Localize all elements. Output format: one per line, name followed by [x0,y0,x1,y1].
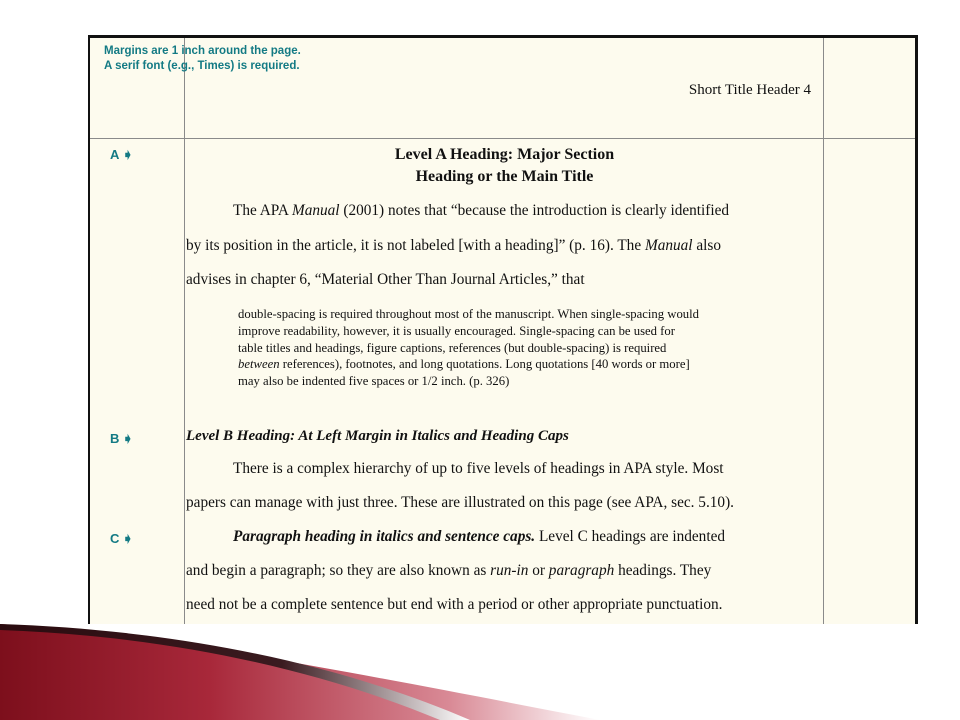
marker-b [110,431,133,447]
para-c-line-3: need not be a complete sentence but end with a period or other appropriate punctuation. [186,596,723,613]
para-c-line-1 [233,528,725,546]
intro-manual-italic: Manual [644,237,693,254]
para-c-italic: run-in [490,562,529,579]
arrow-right-icon: ➧ [122,431,134,446]
margin-note [104,44,301,74]
decorative-swoosh [0,624,960,720]
level-c-heading: Paragraph heading in italics and sentence caps. [233,528,536,545]
marker-b-label: B [110,431,120,446]
margin-note-line-2: A serif font (e.g., Times) is required. [104,60,300,72]
level-b-heading: Level B Heading: At Left Margin in Italics and Heading Caps [186,428,569,444]
block-quote-line-5: may also be indented five spaces or 1/2 inch. (p. 326) [238,374,510,389]
marker-c-label: C [110,531,120,546]
intro-text: (2001) notes that “because the introduction is clearly identified [339,202,730,219]
level-a-heading-line-1: Level A Heading: Major Section [394,146,615,163]
level-a-heading-line-2: Heading or the Main Title [415,168,594,185]
top-margin-guide [90,138,915,139]
intro-line-2 [186,237,721,255]
block-quote-line-4 [238,356,826,373]
intro-text: The APA [233,202,292,219]
block-quote [238,306,826,390]
block-quote-text: references), footnotes, and long quotations. Long quotations [40 words or more] [279,357,690,372]
para-c-line-2 [186,562,711,580]
marker-a [110,147,133,163]
block-quote-italic: between [238,357,280,372]
marker-a-label: A [110,147,120,162]
para-b-line-2: papers can manage with just three. These are illustrated on this page (see APA, sec. 5.10). [186,494,734,511]
para-b-line-1: There is a complex hierarchy of up to five levels of headings in APA style. Most [233,460,724,477]
para-c-text: Level C headings are indented [535,528,726,545]
arrow-right-icon: ➧ [122,147,134,162]
intro-manual-italic: Manual [291,202,340,219]
intro-line-1 [233,202,729,220]
arrow-right-icon: ➧ [122,531,134,546]
margin-note-line-1: Margins are 1 inch around the page. [104,45,301,57]
para-c-text: headings. They [614,562,712,579]
intro-text: also [692,237,722,254]
intro-line-3: advises in chapter 6, “Material Other Than Journal Articles,” that [186,271,585,288]
level-a-heading [186,144,823,188]
block-quote-line-2: improve readability, however, it is usually encouraged. Single-spacing can be used for [238,323,675,338]
block-quote-line-1: double-spacing is required throughout most of the manuscript. When single-spacing would [238,307,700,321]
left-margin-guide [184,38,185,624]
intro-text: by its position in the article, it is not labeled [with a heading]” (p. 16). The [186,237,645,254]
para-c-italic: paragraph [548,562,615,579]
apa-sample-page [88,35,918,624]
running-header: Short Title Header 4 [688,82,811,98]
para-c-text: or [528,562,549,579]
block-quote-line-3: table titles and headings, figure captions, references (but double-spacing) is required [238,340,667,355]
marker-c [110,531,133,547]
para-c-text: and begin a paragraph; so they are also known as [186,562,491,579]
